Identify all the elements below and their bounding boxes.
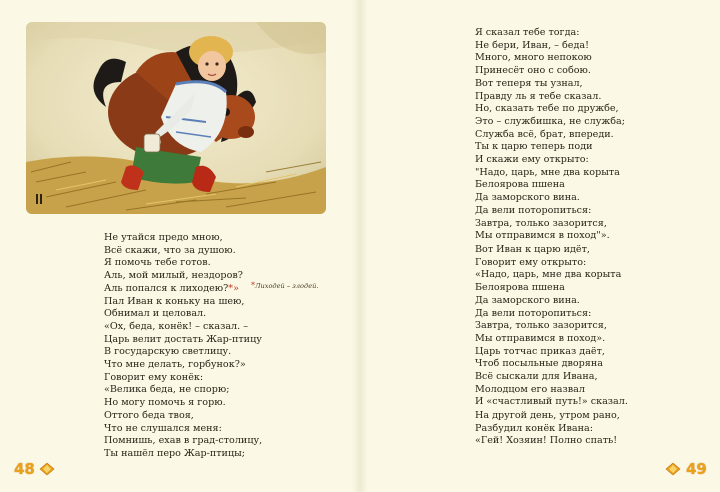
poem-line: «Велика беда, не спорю; [104, 384, 230, 396]
poem-line: Молодцом его назвал [475, 383, 585, 395]
poem-line: Служба всё, брат, впереди. [475, 128, 614, 140]
poem-line: Разбудил конёк Ивана: [475, 422, 593, 434]
page-gutter [352, 0, 368, 492]
poem-line: Да вели поторопиться: [475, 204, 592, 216]
poem-line: Да заморского вина. [475, 192, 580, 204]
poem-line: Да заморского вина. [475, 294, 580, 306]
poem-line: Белоярова пшена [475, 179, 565, 191]
poem-line: Ты нашёл перо Жар-птицы; [104, 447, 245, 459]
poem-line: В государскую светлицу. [104, 346, 232, 358]
poem-line: Мы отправимся в поход"». [475, 230, 610, 242]
poem-line: Белоярова пшена [475, 282, 565, 294]
right-poem-stanza-3 [475, 410, 620, 448]
poem-line: Мы отправимся в поход». [475, 332, 606, 344]
poem-line: Да вели поторопиться: [475, 307, 592, 319]
left-poem [104, 232, 262, 461]
illustration-drawing [26, 22, 326, 214]
poem-line: «Гей! Хозяин! Полно спать! [475, 435, 618, 447]
poem-line: Всё сыскали для Ивана, [475, 371, 598, 383]
poem-line: Завтра, только зазорится, [475, 217, 607, 229]
poem-line: Я сказал тебе тогда: [475, 27, 580, 38]
page-number-left: 48 [14, 460, 35, 478]
poem-line: Я помочь тебе готов. [104, 257, 211, 269]
flourish-left-icon [38, 461, 56, 477]
poem-line: Не бери, Иван, – беда! [475, 39, 589, 51]
footnote-star-icon: * [251, 281, 255, 290]
illustration-ivan-and-horse [26, 22, 326, 214]
page-number-right: 49 [686, 460, 707, 478]
poem-line: Завтра, только зазорится, [475, 320, 607, 332]
footnote [251, 281, 318, 290]
flourish-right-icon [664, 461, 682, 477]
right-poem-stanza-1 [475, 27, 625, 243]
right-poem-stanza-2 [475, 244, 628, 409]
poem-line: Что не слушался меня: [104, 422, 222, 434]
poem-line: Это – службишка, не служба; [475, 115, 625, 127]
poem-line: И скажи ему открыто: [475, 154, 589, 166]
poem-line: Много, много непокою [475, 52, 592, 64]
poem-line: Чтоб посыльные дворяна [475, 358, 603, 370]
poem-line-with-footnote [104, 283, 262, 296]
poem-line: Царь тотчас приказ даёт, [475, 345, 605, 357]
poem-line: И «счастливый путь!» сказал. [475, 396, 628, 408]
poem-line-text: Аль попался к лиходею? [104, 282, 229, 294]
footnote-text: Лиходей – злодей. [255, 282, 319, 290]
poem-line: Что мне делать, горбунок?» [104, 359, 246, 371]
poem-line: На другой день, утром рано, [475, 410, 620, 421]
poem-line: Пал Иван к коньку на шею, [104, 295, 245, 307]
poem-line: Говорит ему открыто: [475, 256, 587, 268]
poem-line: Вот Иван к царю идёт, [475, 244, 590, 255]
poem-line: Правду ль я тебе сказал. [475, 90, 602, 102]
poem-line: Ты к царю теперь поди [475, 141, 593, 153]
poem-line: Не утайся предо мною, [104, 232, 223, 243]
poem-line: Обнимал и целовал. [104, 308, 207, 320]
poem-line: Говорит ему конёк: [104, 371, 204, 383]
poem-line: «Ох, беда, конёк! – сказал. – [104, 320, 249, 332]
poem-line: Помнишь, ехав в град-столицу, [104, 435, 263, 447]
poem-line: Вот теперя ты узнал, [475, 77, 583, 89]
poem-line: Но могу помочь я горю. [104, 397, 226, 409]
poem-line: Аль, мой милый, нездоров? [104, 270, 243, 282]
poem-line: Царь велит достать Жар-птицу [104, 333, 262, 345]
poem-line: Принесёт оно с собою. [475, 65, 591, 77]
footnote-marker: *» [228, 282, 239, 294]
poem-line: Но, сказать тебе по дружбе, [475, 103, 619, 115]
poem-line: "Надо, царь, мне два корыта [475, 166, 620, 178]
poem-line: «Надо, царь, мне два корыта [475, 269, 622, 281]
poem-line: Оттого беда твоя, [104, 409, 194, 421]
poem-line: Всё скажи, что за душою. [104, 244, 236, 256]
